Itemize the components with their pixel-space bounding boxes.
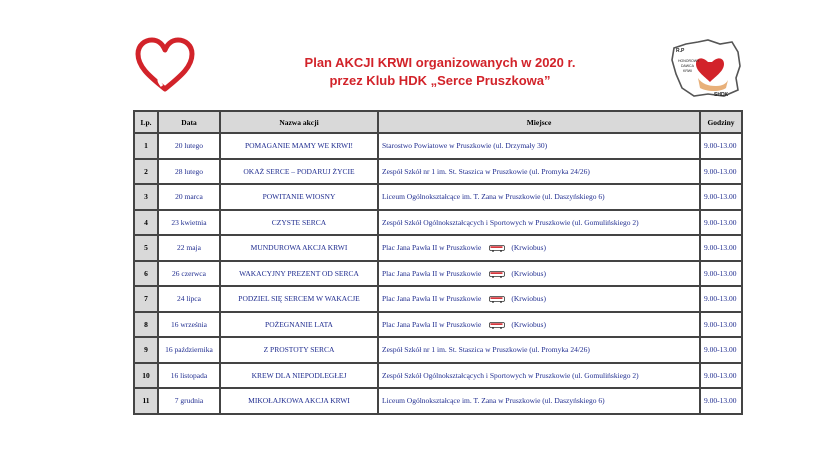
table-row bbox=[134, 363, 742, 389]
vehicle-text: (Krwiobus) bbox=[511, 319, 546, 329]
cell-date: 26 czerwca bbox=[158, 261, 220, 287]
cell-place bbox=[378, 363, 700, 389]
cell-date: 7 grudnia bbox=[158, 388, 220, 414]
cell-place bbox=[378, 235, 700, 261]
cell-place bbox=[378, 388, 700, 414]
krwiobus-icon bbox=[489, 296, 505, 303]
col-header-action: Nazwa akcji bbox=[220, 111, 378, 133]
cell-lp: 10 bbox=[134, 363, 158, 389]
cell-date: 24 lipca bbox=[158, 286, 220, 312]
cell-place bbox=[378, 337, 700, 363]
cell-action: POMAGANIE MAMY WE KRWI! bbox=[220, 133, 378, 159]
cell-place bbox=[378, 286, 700, 312]
krwiobus-icon bbox=[489, 322, 505, 329]
page-subtitle: przez Klub HDK „Serce Pruszkowa” bbox=[329, 73, 551, 88]
cell-date: 23 kwietnia bbox=[158, 210, 220, 236]
cell-place bbox=[378, 184, 700, 210]
cell-action: POWITANIE WIOSNY bbox=[220, 184, 378, 210]
page-title: Plan AKCJI KRWI organizowanych w 2020 r. bbox=[304, 55, 576, 70]
col-header-date: Data bbox=[158, 111, 220, 133]
col-header-hours: Godziny bbox=[700, 111, 742, 133]
cell-hours: 9.00-13.00 bbox=[700, 312, 742, 338]
cell-date: 16 listopada bbox=[158, 363, 220, 389]
cell-lp: 7 bbox=[134, 286, 158, 312]
logo-org-text-2: DAWCA bbox=[681, 64, 694, 68]
table-header-row bbox=[134, 111, 742, 133]
cell-date: 16 września bbox=[158, 312, 220, 338]
table-row bbox=[134, 210, 742, 236]
cell-hours: 9.00-13.00 bbox=[700, 184, 742, 210]
table-row bbox=[134, 184, 742, 210]
cell-action: CZYSTE SERCA bbox=[220, 210, 378, 236]
cell-place bbox=[378, 261, 700, 287]
table-row bbox=[134, 133, 742, 159]
cell-lp: 9 bbox=[134, 337, 158, 363]
cell-date: 20 lutego bbox=[158, 133, 220, 159]
table-row bbox=[134, 388, 742, 414]
cell-date: 22 maja bbox=[158, 235, 220, 261]
place-text: Liceum Ogólnokształcące im. T. Zana w Pruszkowie (ul. Daszyńskiego 6) bbox=[382, 396, 605, 406]
cell-action: KREW DLA NIEPODLEGŁEJ bbox=[220, 363, 378, 389]
vehicle-text: (Krwiobus) bbox=[511, 243, 546, 253]
cell-place bbox=[378, 312, 700, 338]
cell-lp: 1 bbox=[134, 133, 158, 159]
cell-lp: 3 bbox=[134, 184, 158, 210]
table-row bbox=[134, 159, 742, 185]
cell-place bbox=[378, 133, 700, 159]
cell-action: WAKACYJNY PREZENT OD SERCA bbox=[220, 261, 378, 287]
table-row bbox=[134, 337, 742, 363]
krwiobus-icon bbox=[489, 245, 505, 252]
cell-hours: 9.00-13.00 bbox=[700, 133, 742, 159]
place-text: Zespół Szkół Ogólnokształcących i Sportowych w Pruszkowie (ul. Gomulińskiego 2) bbox=[382, 370, 639, 380]
cell-hours: 9.00-13.00 bbox=[700, 235, 742, 261]
place-text: Plac Jana Pawła II w Pruszkowie bbox=[382, 294, 482, 304]
cell-lp: 2 bbox=[134, 159, 158, 185]
col-header-place: Miejsce bbox=[378, 111, 700, 133]
cell-lp: 5 bbox=[134, 235, 158, 261]
place-text: Liceum Ogólnokształcące im. T. Zana w Pruszkowie (ul. Daszyńskiego 6) bbox=[382, 192, 605, 202]
cell-date: 16 października bbox=[158, 337, 220, 363]
cell-action: OKAŻ SERCE – PODARUJ ŻYCIE bbox=[220, 159, 378, 185]
place-text: Zespół Szkół nr 1 im. St. Staszica w Pruszkowie (ul. Promyka 24/26) bbox=[382, 345, 590, 355]
table-row bbox=[134, 286, 742, 312]
blood-drive-schedule-table bbox=[133, 110, 743, 415]
table-row bbox=[134, 235, 742, 261]
place-text: Plac Jana Pawła II w Pruszkowie bbox=[382, 243, 482, 253]
cell-place bbox=[378, 159, 700, 185]
place-text: Zespół Szkół nr 1 im. St. Staszica w Pruszkowie (ul. Promyka 24/26) bbox=[382, 166, 590, 176]
hdk-logo-icon bbox=[668, 38, 744, 100]
cell-lp: 8 bbox=[134, 312, 158, 338]
cell-action: MIKOŁAJKOWA AKCJA KRWI bbox=[220, 388, 378, 414]
cell-hours: 9.00-13.00 bbox=[700, 286, 742, 312]
cell-hours: 9.00-13.00 bbox=[700, 261, 742, 287]
table-row bbox=[134, 312, 742, 338]
cell-action: PODZIEL SIĘ SERCEM W WAKACJE bbox=[220, 286, 378, 312]
cell-date: 20 marca bbox=[158, 184, 220, 210]
vehicle-text: (Krwiobus) bbox=[511, 268, 546, 278]
cell-hours: 9.00-13.00 bbox=[700, 388, 742, 414]
vehicle-text: (Krwiobus) bbox=[511, 294, 546, 304]
cell-action: Z PROSTOTY SERCA bbox=[220, 337, 378, 363]
cell-place bbox=[378, 210, 700, 236]
table-row bbox=[134, 261, 742, 287]
cell-hours: 9.00-13.00 bbox=[700, 159, 742, 185]
logo-shdk-text: SHDK bbox=[714, 92, 729, 98]
cell-date: 28 lutego bbox=[158, 159, 220, 185]
logo-org-text-1: HONOROWY bbox=[678, 59, 700, 63]
cell-action: POŻEGNANIE LATA bbox=[220, 312, 378, 338]
cell-hours: 9.00-13.00 bbox=[700, 363, 742, 389]
cell-lp: 6 bbox=[134, 261, 158, 287]
col-header-lp: Lp. bbox=[134, 111, 158, 133]
cell-action: MUNDUROWA AKCJA KRWI bbox=[220, 235, 378, 261]
heart-logo-icon bbox=[132, 36, 198, 94]
place-text: Starostwo Powiatowe w Pruszkowie (ul. Drzymały 30) bbox=[382, 141, 548, 151]
cell-hours: 9.00-13.00 bbox=[700, 337, 742, 363]
place-text: Plac Jana Pawła II w Pruszkowie bbox=[382, 319, 482, 329]
cell-lp: 4 bbox=[134, 210, 158, 236]
logo-rp-text: R.P bbox=[676, 48, 685, 54]
logo-org-text-3: KRWI bbox=[683, 69, 693, 73]
cell-hours: 9.00-13.00 bbox=[700, 210, 742, 236]
krwiobus-icon bbox=[489, 271, 505, 278]
cell-lp: 11 bbox=[134, 388, 158, 414]
place-text: Zespół Szkół Ogólnokształcących i Sportowych w Pruszkowie (ul. Gomulińskiego 2) bbox=[382, 217, 639, 227]
place-text: Plac Jana Pawła II w Pruszkowie bbox=[382, 268, 482, 278]
